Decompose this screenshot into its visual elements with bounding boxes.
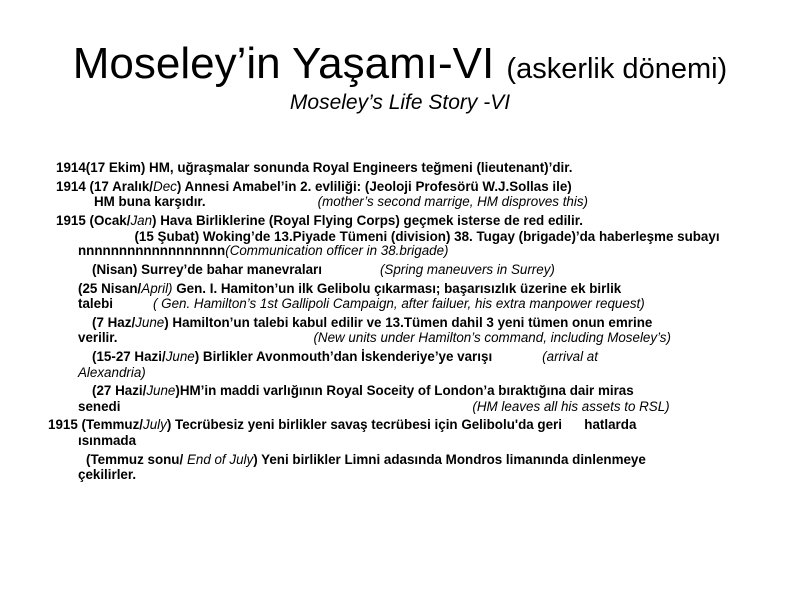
entry-1915-apr25-cont [48,296,760,312]
entry-text: (15-27 Hazi/ [92,348,166,364]
entry-1915-feb-cont [48,243,760,259]
entry-text: verilir. [78,330,118,346]
entry-english: April) [141,280,173,296]
entry-text: (Temmuz sonu/ [86,451,184,467]
entry-text: ) Tecrübesiz yeni birlikler savaş tecrübesi için Gelibolu'da geri hatlarda [166,417,637,433]
entry-text: (15 Şubat) Woking’de 13.Piyade Tümeni (division) 38. Tugay (brigade)’da haberleşme subayı [134,229,720,245]
entry-1915-apr [48,262,760,278]
entry-english: June [146,383,176,399]
entry-1915-jul-end [48,452,760,468]
entry-text: (27 Hazi/ [92,383,147,399]
entry-1915-apr25 [48,281,760,297]
entry-text: ) Birlikler Avonmouth’dan İskenderiye’ye varışı [194,348,493,364]
entry-1915-jul-cont [48,433,760,449]
entry-text: HM buna karşıdır. [94,194,206,210]
entry-text: ) Annesi Amabel’in 2. evliliği: (Jeoloji Profesörü W.J.Sollas ile) [176,178,572,194]
entry-english: (Spring maneuvers in Surrey) [379,261,555,277]
entry-english: (New units under Hamilton’s command, including Moseley’s) [313,330,671,346]
entry-text: ) Hamilton’un talebi kabul edilir ve 13.Tümen dahil 3 yeni tümen onun emrine [164,314,653,330]
entry-1915-jan [48,213,760,229]
entry-text: (25 Nisan/ [78,280,142,296]
entry-1915-jun15-cont [48,365,760,381]
entry-text: (7 Haz/ [92,314,136,330]
entry-1915-feb [48,231,760,243]
entry-filler: nnnnnnnnnnnnnnnnnn [78,243,226,259]
entry-1915-jun7-cont [48,330,760,346]
title-parenthetical: (askerlik dönemi) [506,53,728,85]
entry-text: Gen. I. Hamiton’un ilk Gelibolu çıkarması; başarısızlık üzerine ek birlik [172,280,622,296]
entry-text: 1914 (17 Aralık/ [56,178,154,194]
entry-english: ( Gen. Hamilton’s 1st Gallipoli Campaign, after failuer, his extra manpower request) [152,296,645,312]
entry-english: Alexandria) [78,364,146,380]
entry-english: (mother’s second marrige, HM disproves this) [317,194,589,210]
timeline-body [48,160,760,483]
entry-1915-jul [48,417,760,433]
entry-text: ) Yeni birlikler Limni adasında Mondros limanında dinlenmeye [253,451,646,467]
entry-text: 1915 (Temmuz/ [48,417,144,433]
entry-english: July [143,417,167,433]
entry-english: (HM leaves all his assets to RSL) [472,398,670,414]
entry-1914-oct [48,160,760,176]
entry-english: Jan [130,212,153,228]
entry-1915-jun15 [48,349,760,365]
entry-text: (Nisan) Surrey’de bahar manevraları [92,261,322,277]
entry-english: (Communication officer in 38.brigade) [225,243,449,259]
entry-text: )HM’in maddi varlığının Royal Soceity of London’a bıraktığına dair miras [175,383,634,399]
slide-title [0,38,800,95]
entry-1915-jul-end-cont [48,467,760,483]
entry-english: June [165,348,195,364]
entry-1914-dec [48,179,760,195]
entry-english: (arrival at [542,348,598,364]
entry-1914-dec-cont [48,194,760,210]
title-main: Moseley’in Yaşamı-VI [72,39,495,88]
entry-english: Dec [153,178,177,194]
entry-english: June [135,314,165,330]
entry-1915-jun27-cont [48,399,760,415]
entry-text: 1915 (Ocak/ [56,212,131,228]
entry-text: senedi [78,398,121,414]
entry-text: çekilirler. [78,467,137,483]
entry-text: talebi [78,296,113,312]
entry-1915-jun7 [48,315,760,331]
entry-text: ) Hava Birliklerine (Royal Flying Corps) geçmek isterse de red edilir. [152,212,583,228]
entry-text: 1914(17 Ekim) HM, uğraşmalar sonunda Royal Engineers teğmeni (lieutenant)’dir. [56,160,573,175]
entry-1915-jun27 [48,383,760,399]
entry-text: ısınmada [78,432,137,448]
slide-subtitle: Moseley’s Life Story -VI [289,91,511,114]
entry-english: End of July [183,451,254,467]
